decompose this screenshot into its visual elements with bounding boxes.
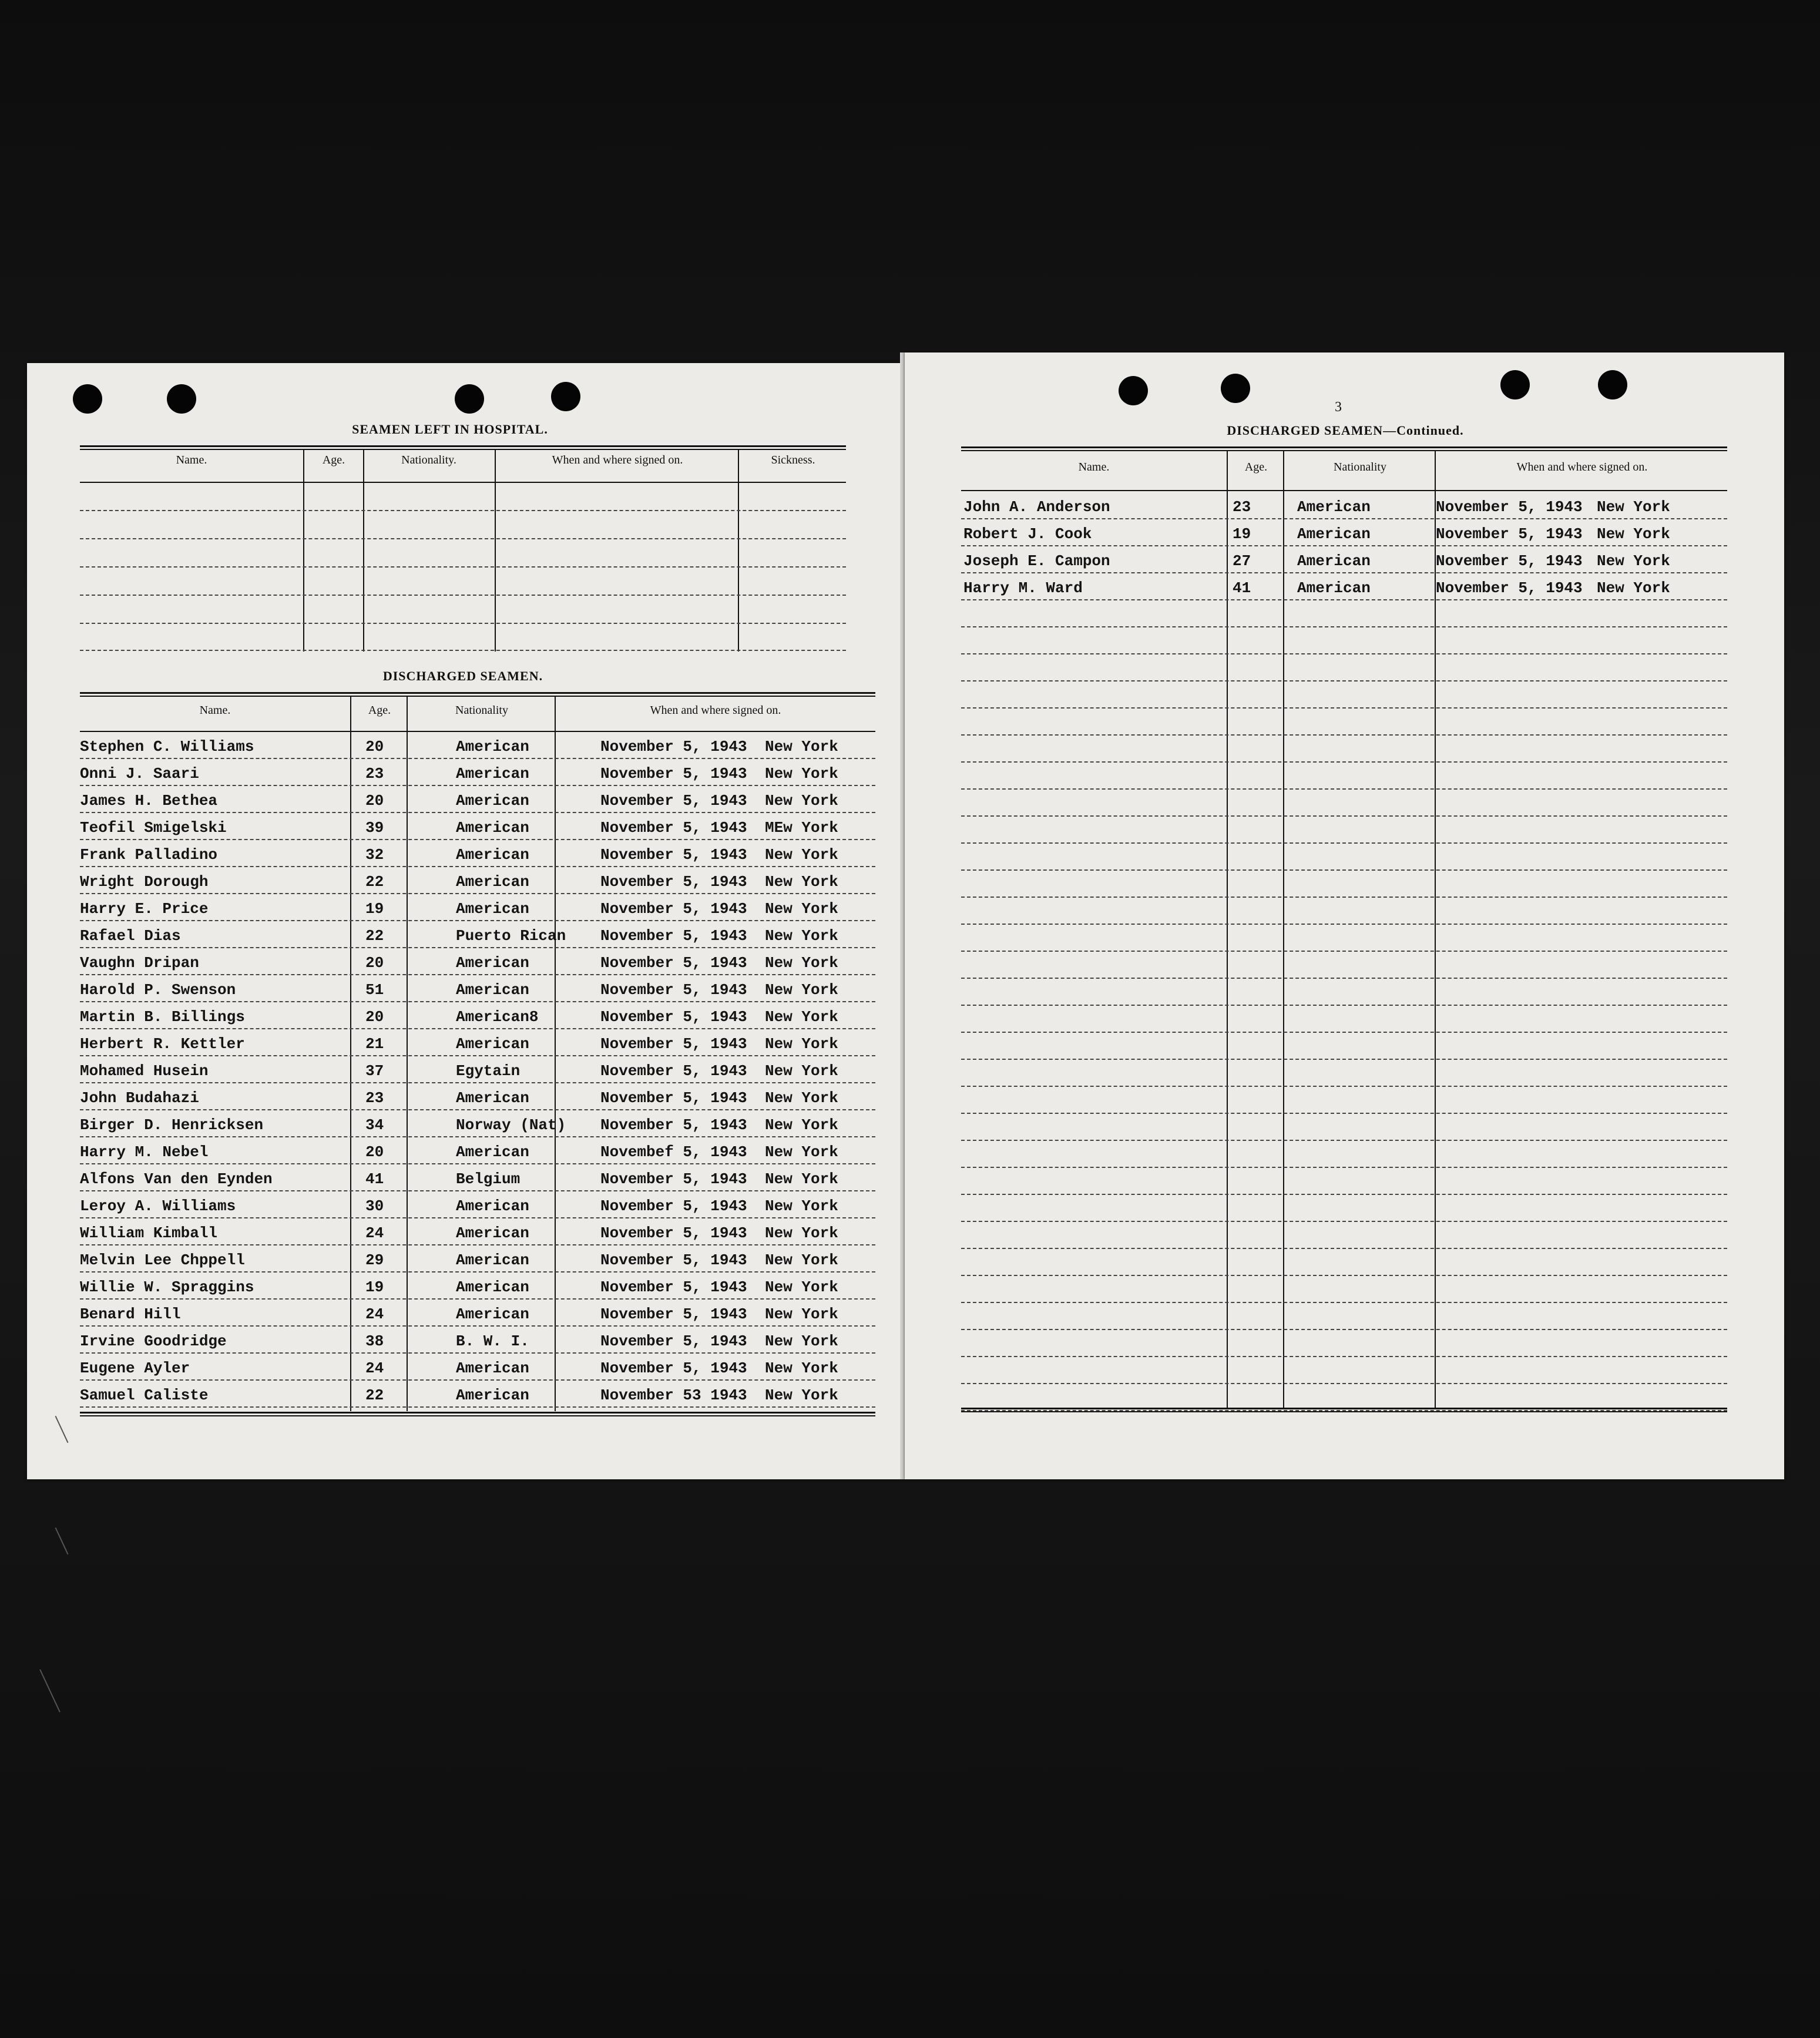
table-row: [80, 1083, 875, 1109]
signed-on-place: New York: [765, 792, 838, 810]
hospital-section-title: SEAMEN LEFT IN HOSPITAL.: [352, 422, 548, 437]
signed-on-date: November 5, 1943: [600, 873, 747, 891]
signed-on-place: New York: [765, 738, 838, 756]
signed-on-date: November 5, 1943: [600, 900, 747, 918]
seaman-name: Vaughn Dripan: [80, 954, 199, 972]
signed-on-date: November 5, 1943: [600, 1170, 747, 1188]
table-row: [80, 813, 875, 839]
discharged-continued-title: DISCHARGED SEAMEN—Continued.: [1227, 423, 1464, 438]
left-page: [27, 363, 905, 1788]
seaman-nationality: American: [1297, 525, 1371, 543]
table-row: [80, 1354, 875, 1379]
table-row: [961, 573, 1727, 599]
seaman-nationality: American: [1297, 579, 1371, 597]
table-row: [80, 840, 875, 866]
seaman-name: Stephen C. Williams: [80, 738, 254, 756]
continued-header-age: Age.: [1244, 461, 1268, 474]
seaman-age: 19: [365, 1278, 384, 1296]
signed-on-date: November 5, 1943: [600, 954, 747, 972]
seaman-age: 34: [365, 1116, 384, 1134]
seaman-name: William Kimball: [80, 1224, 218, 1242]
seaman-name: Teofil Smigelski: [80, 819, 227, 837]
seaman-nationality: American: [456, 1305, 529, 1323]
seaman-name: Harry M. Nebel: [80, 1143, 209, 1161]
seaman-nationality: American: [456, 900, 529, 918]
seaman-age: 23: [1233, 498, 1251, 516]
seaman-name: Joseph E. Campon: [963, 552, 1110, 570]
signed-on-date: November 5, 1943: [600, 1359, 747, 1377]
signed-on-date: November 5, 1943: [1436, 498, 1583, 516]
blank-row: [961, 1276, 1727, 1302]
seaman-name: Irvine Goodridge: [80, 1332, 227, 1350]
seaman-nationality: American: [456, 1359, 529, 1377]
signed-on-date: November 5, 1943: [600, 1197, 747, 1215]
table-row: [80, 1381, 875, 1406]
seaman-nationality: American: [456, 1197, 529, 1215]
seaman-age: 20: [365, 954, 384, 972]
seaman-nationality: Norway (Nat): [456, 1116, 566, 1134]
seaman-name: Willie W. Spraggins: [80, 1278, 254, 1296]
seaman-nationality: American: [456, 792, 529, 810]
table-row: [80, 1029, 875, 1055]
seaman-name: Onni J. Saari: [80, 765, 199, 783]
seaman-name: Herbert R. Kettler: [80, 1035, 245, 1053]
signed-on-date: November 5, 1943: [1436, 525, 1583, 543]
seaman-name: Mohamed Husein: [80, 1062, 209, 1080]
blank-row: [961, 1249, 1727, 1275]
blank-row: [961, 763, 1727, 788]
seaman-age: 23: [365, 765, 384, 783]
seaman-nationality: American: [456, 846, 529, 864]
signed-on-date: November 5, 1943: [600, 1008, 747, 1026]
seaman-nationality: American: [1297, 552, 1371, 570]
seaman-name: Robert J. Cook: [963, 525, 1092, 543]
signed-on-date: November 5, 1943: [600, 819, 747, 837]
blank-row: [961, 709, 1727, 734]
seaman-age: 20: [365, 1143, 384, 1161]
blank-row: [961, 1384, 1727, 1410]
table-row: [80, 759, 875, 785]
seaman-name: Rafael Dias: [80, 927, 181, 945]
seaman-nationality: American8: [456, 1008, 539, 1026]
seaman-age: 24: [365, 1224, 384, 1242]
punch-hole: [73, 384, 102, 414]
signed-on-place: New York: [1597, 579, 1670, 597]
table-row: [80, 732, 875, 758]
signed-on-place: New York: [765, 1197, 838, 1215]
seaman-nationality: American: [456, 1089, 529, 1107]
blank-row: [961, 1168, 1727, 1194]
blank-row: [961, 1141, 1727, 1167]
continued-header-nationality: Nationality: [1334, 461, 1386, 474]
seaman-nationality: American: [456, 1224, 529, 1242]
seaman-name: Melvin Lee Chppell: [80, 1251, 245, 1269]
continued-header-name: Name.: [1078, 461, 1110, 474]
row-rule: [80, 1406, 875, 1408]
signed-on-date: November 5, 1943: [600, 846, 747, 864]
seaman-age: 30: [365, 1197, 384, 1215]
blank-row: [961, 1303, 1727, 1329]
punch-hole: [1500, 370, 1530, 399]
signed-on-place: New York: [765, 954, 838, 972]
table-row: [80, 1218, 875, 1244]
signed-on-place: New York: [765, 873, 838, 891]
seaman-nationality: American: [456, 1143, 529, 1161]
signed-on-date: November 5, 1943: [600, 1332, 747, 1350]
continued-header-signed-on: When and where signed on.: [1516, 461, 1648, 474]
seaman-age: 20: [365, 1008, 384, 1026]
table-row: [80, 921, 875, 947]
continued-footnote: CONTINUED ON NEXT PAGE.: [602, 1779, 723, 1788]
punch-hole: [551, 382, 580, 411]
hospital-header-signed-on: When and where signed on.: [552, 454, 683, 466]
discharged-header-nationality: Nationality: [455, 704, 508, 717]
seaman-age: 29: [365, 1251, 384, 1269]
seaman-name: Leroy A. Williams: [80, 1197, 236, 1215]
table-row: [80, 975, 875, 1001]
seaman-age: 21: [365, 1035, 384, 1053]
seaman-nationality: Puerto Rican: [456, 927, 566, 945]
table-row: [80, 786, 875, 812]
signed-on-place: New York: [765, 1008, 838, 1026]
hospital-header-nationality: Nationality.: [401, 454, 456, 466]
table-row: [80, 1191, 875, 1217]
punch-hole: [1221, 374, 1250, 403]
signed-on-place: New York: [765, 1116, 838, 1134]
seaman-name: Harold P. Swenson: [80, 981, 236, 999]
signed-on-place: New York: [765, 1170, 838, 1188]
hospital-table: [80, 445, 846, 657]
seaman-age: 41: [365, 1170, 384, 1188]
seaman-nationality: American: [1297, 498, 1371, 516]
table-row: [80, 1110, 875, 1136]
signed-on-place: New York: [765, 765, 838, 783]
blank-row: [961, 871, 1727, 897]
table-row: [961, 546, 1727, 572]
signed-on-place: New York: [765, 1359, 838, 1377]
table-row: [80, 948, 875, 974]
seaman-nationality: American: [456, 738, 529, 756]
seaman-nationality: American: [456, 1035, 529, 1053]
signed-on-date: November 5, 1943: [600, 1089, 747, 1107]
signed-on-place: New York: [765, 1089, 838, 1107]
seaman-age: 51: [365, 981, 384, 999]
seaman-name: Eugene Ayler: [80, 1359, 190, 1377]
blank-row: [961, 1114, 1727, 1140]
seaman-age: 22: [365, 873, 384, 891]
seaman-age: 24: [365, 1359, 384, 1377]
table-row: [80, 1300, 875, 1325]
blank-row: [961, 1033, 1727, 1059]
table-row: [961, 519, 1727, 545]
table-row: [80, 1245, 875, 1271]
signed-on-date: November 5, 1943: [1436, 579, 1583, 597]
hospital-header-name: Name.: [176, 454, 207, 466]
signed-on-place: New York: [765, 1332, 838, 1350]
signed-on-place: New York: [765, 981, 838, 999]
signed-on-date: Novembef 5, 1943: [600, 1143, 747, 1161]
discharged-header-name: Name.: [199, 704, 231, 717]
blank-row: [961, 1060, 1727, 1086]
signed-on-place: New York: [765, 1143, 838, 1161]
seaman-age: 22: [365, 927, 384, 945]
blank-row: [961, 736, 1727, 761]
table-row: [80, 1164, 875, 1190]
signed-on-date: November 5, 1943: [1436, 552, 1583, 570]
seaman-nationality: American: [456, 819, 529, 837]
punch-hole: [1598, 370, 1627, 399]
seaman-age: 20: [365, 738, 384, 756]
seaman-age: 24: [365, 1305, 384, 1323]
table-row: [80, 1273, 875, 1298]
signed-on-place: New York: [765, 846, 838, 864]
blank-row: [961, 600, 1727, 626]
punch-hole: [167, 384, 196, 414]
seaman-name: James H. Bethea: [80, 792, 218, 810]
signed-on-place: New York: [765, 1251, 838, 1269]
discharged-header-signed-on: When and where signed on.: [650, 704, 781, 717]
seaman-name: John Budahazi: [80, 1089, 199, 1107]
seaman-nationality: American: [456, 954, 529, 972]
hospital-header-age: Age.: [322, 454, 345, 466]
signed-on-place: New York: [1597, 525, 1670, 543]
blank-row: [961, 817, 1727, 842]
seaman-name: Samuel Caliste: [80, 1386, 209, 1404]
seaman-age: 23: [365, 1089, 384, 1107]
blank-row: [961, 1330, 1727, 1356]
seaman-nationality: B. W. I.: [456, 1332, 529, 1350]
seaman-name: Harry M. Ward: [963, 579, 1083, 597]
blank-row: [961, 979, 1727, 1005]
seaman-name: Birger D. Henricksen: [80, 1116, 264, 1134]
seaman-name: Wright Dorough: [80, 873, 209, 891]
signed-on-place: New York: [765, 1035, 838, 1053]
blank-row: [961, 1087, 1727, 1113]
signed-on-date: November 5, 1943: [600, 1062, 747, 1080]
seaman-nationality: American: [456, 765, 529, 783]
seaman-age: 20: [365, 792, 384, 810]
signed-on-date: November 53 1943: [600, 1386, 747, 1404]
signed-on-date: November 5, 1943: [600, 765, 747, 783]
seaman-age: 22: [365, 1386, 384, 1404]
seaman-name: Martin B. Billings: [80, 1008, 245, 1026]
signed-on-date: November 5, 1943: [600, 1278, 747, 1296]
seaman-nationality: Belgium: [456, 1170, 521, 1188]
discharged-table: [80, 692, 875, 1773]
signed-on-date: November 5, 1943: [600, 1116, 747, 1134]
signed-on-date: November 5, 1943: [600, 981, 747, 999]
seaman-nationality: Egytain: [456, 1062, 521, 1080]
signed-on-date: November 5, 1943: [600, 1305, 747, 1323]
check-mark: [55, 1416, 69, 1443]
seaman-nationality: American: [456, 981, 529, 999]
seaman-age: 37: [365, 1062, 384, 1080]
signed-on-date: November 5, 1943: [600, 1035, 747, 1053]
seaman-nationality: American: [456, 1251, 529, 1269]
table-row: [961, 492, 1727, 518]
discharged-continued-table: [961, 446, 1727, 1416]
seaman-name: Benard Hill: [80, 1305, 181, 1323]
hospital-header-sickness: Sickness.: [771, 454, 815, 466]
signed-on-place: New York: [765, 1305, 838, 1323]
seaman-age: 19: [1233, 525, 1251, 543]
signed-on-place: New York: [765, 900, 838, 918]
blank-row: [961, 1357, 1727, 1383]
blank-row: [961, 925, 1727, 951]
blank-row: [961, 790, 1727, 815]
blank-row: [961, 1195, 1727, 1221]
blank-row: [961, 898, 1727, 924]
seaman-name: Alfons Van den Eynden: [80, 1170, 273, 1188]
seaman-age: 41: [1233, 579, 1251, 597]
signed-on-date: November 5, 1943: [600, 1224, 747, 1242]
table-row: [80, 1327, 875, 1352]
seaman-name: Frank Palladino: [80, 846, 218, 864]
signed-on-place: New York: [765, 1224, 838, 1242]
blank-row: [961, 952, 1727, 978]
seaman-age: 38: [365, 1332, 384, 1350]
seaman-nationality: American: [456, 1278, 529, 1296]
discharged-header-age: Age.: [368, 704, 391, 717]
seaman-nationality: American: [456, 1386, 529, 1404]
seaman-age: 19: [365, 900, 384, 918]
signed-on-place: New York: [765, 1386, 838, 1404]
table-row: [80, 1056, 875, 1082]
page-number: 3: [1335, 399, 1342, 415]
seaman-age: 39: [365, 819, 384, 837]
signed-on-place: New York: [765, 927, 838, 945]
blank-row: [961, 1222, 1727, 1248]
signed-on-place: New York: [1597, 498, 1670, 516]
signed-on-place: New York: [765, 1062, 838, 1080]
blank-row: [961, 654, 1727, 680]
punch-hole: [1119, 376, 1148, 405]
blank-row: [961, 681, 1727, 707]
signed-on-date: November 5, 1943: [600, 738, 747, 756]
seaman-nationality: American: [456, 873, 529, 891]
table-row: [80, 867, 875, 893]
seaman-age: 32: [365, 846, 384, 864]
blank-row: [961, 627, 1727, 653]
table-row: [80, 894, 875, 920]
discharged-section-title: DISCHARGED SEAMEN.: [382, 669, 543, 683]
signed-on-date: November 5, 1943: [600, 1251, 747, 1269]
seaman-name: Harry E. Price: [80, 900, 209, 918]
table-row: [80, 1137, 875, 1163]
seaman-age: 27: [1233, 552, 1251, 570]
punch-hole: [455, 384, 484, 414]
signed-on-place: New York: [1597, 552, 1670, 570]
blank-row: [961, 1006, 1727, 1032]
blank-row: [961, 844, 1727, 869]
signed-on-date: November 5, 1943: [600, 792, 747, 810]
table-row: [80, 1002, 875, 1028]
signed-on-place: New York: [765, 1278, 838, 1296]
seaman-name: John A. Anderson: [963, 498, 1110, 516]
signed-on-place: MEw York: [765, 819, 838, 837]
signed-on-date: November 5, 1943: [600, 927, 747, 945]
